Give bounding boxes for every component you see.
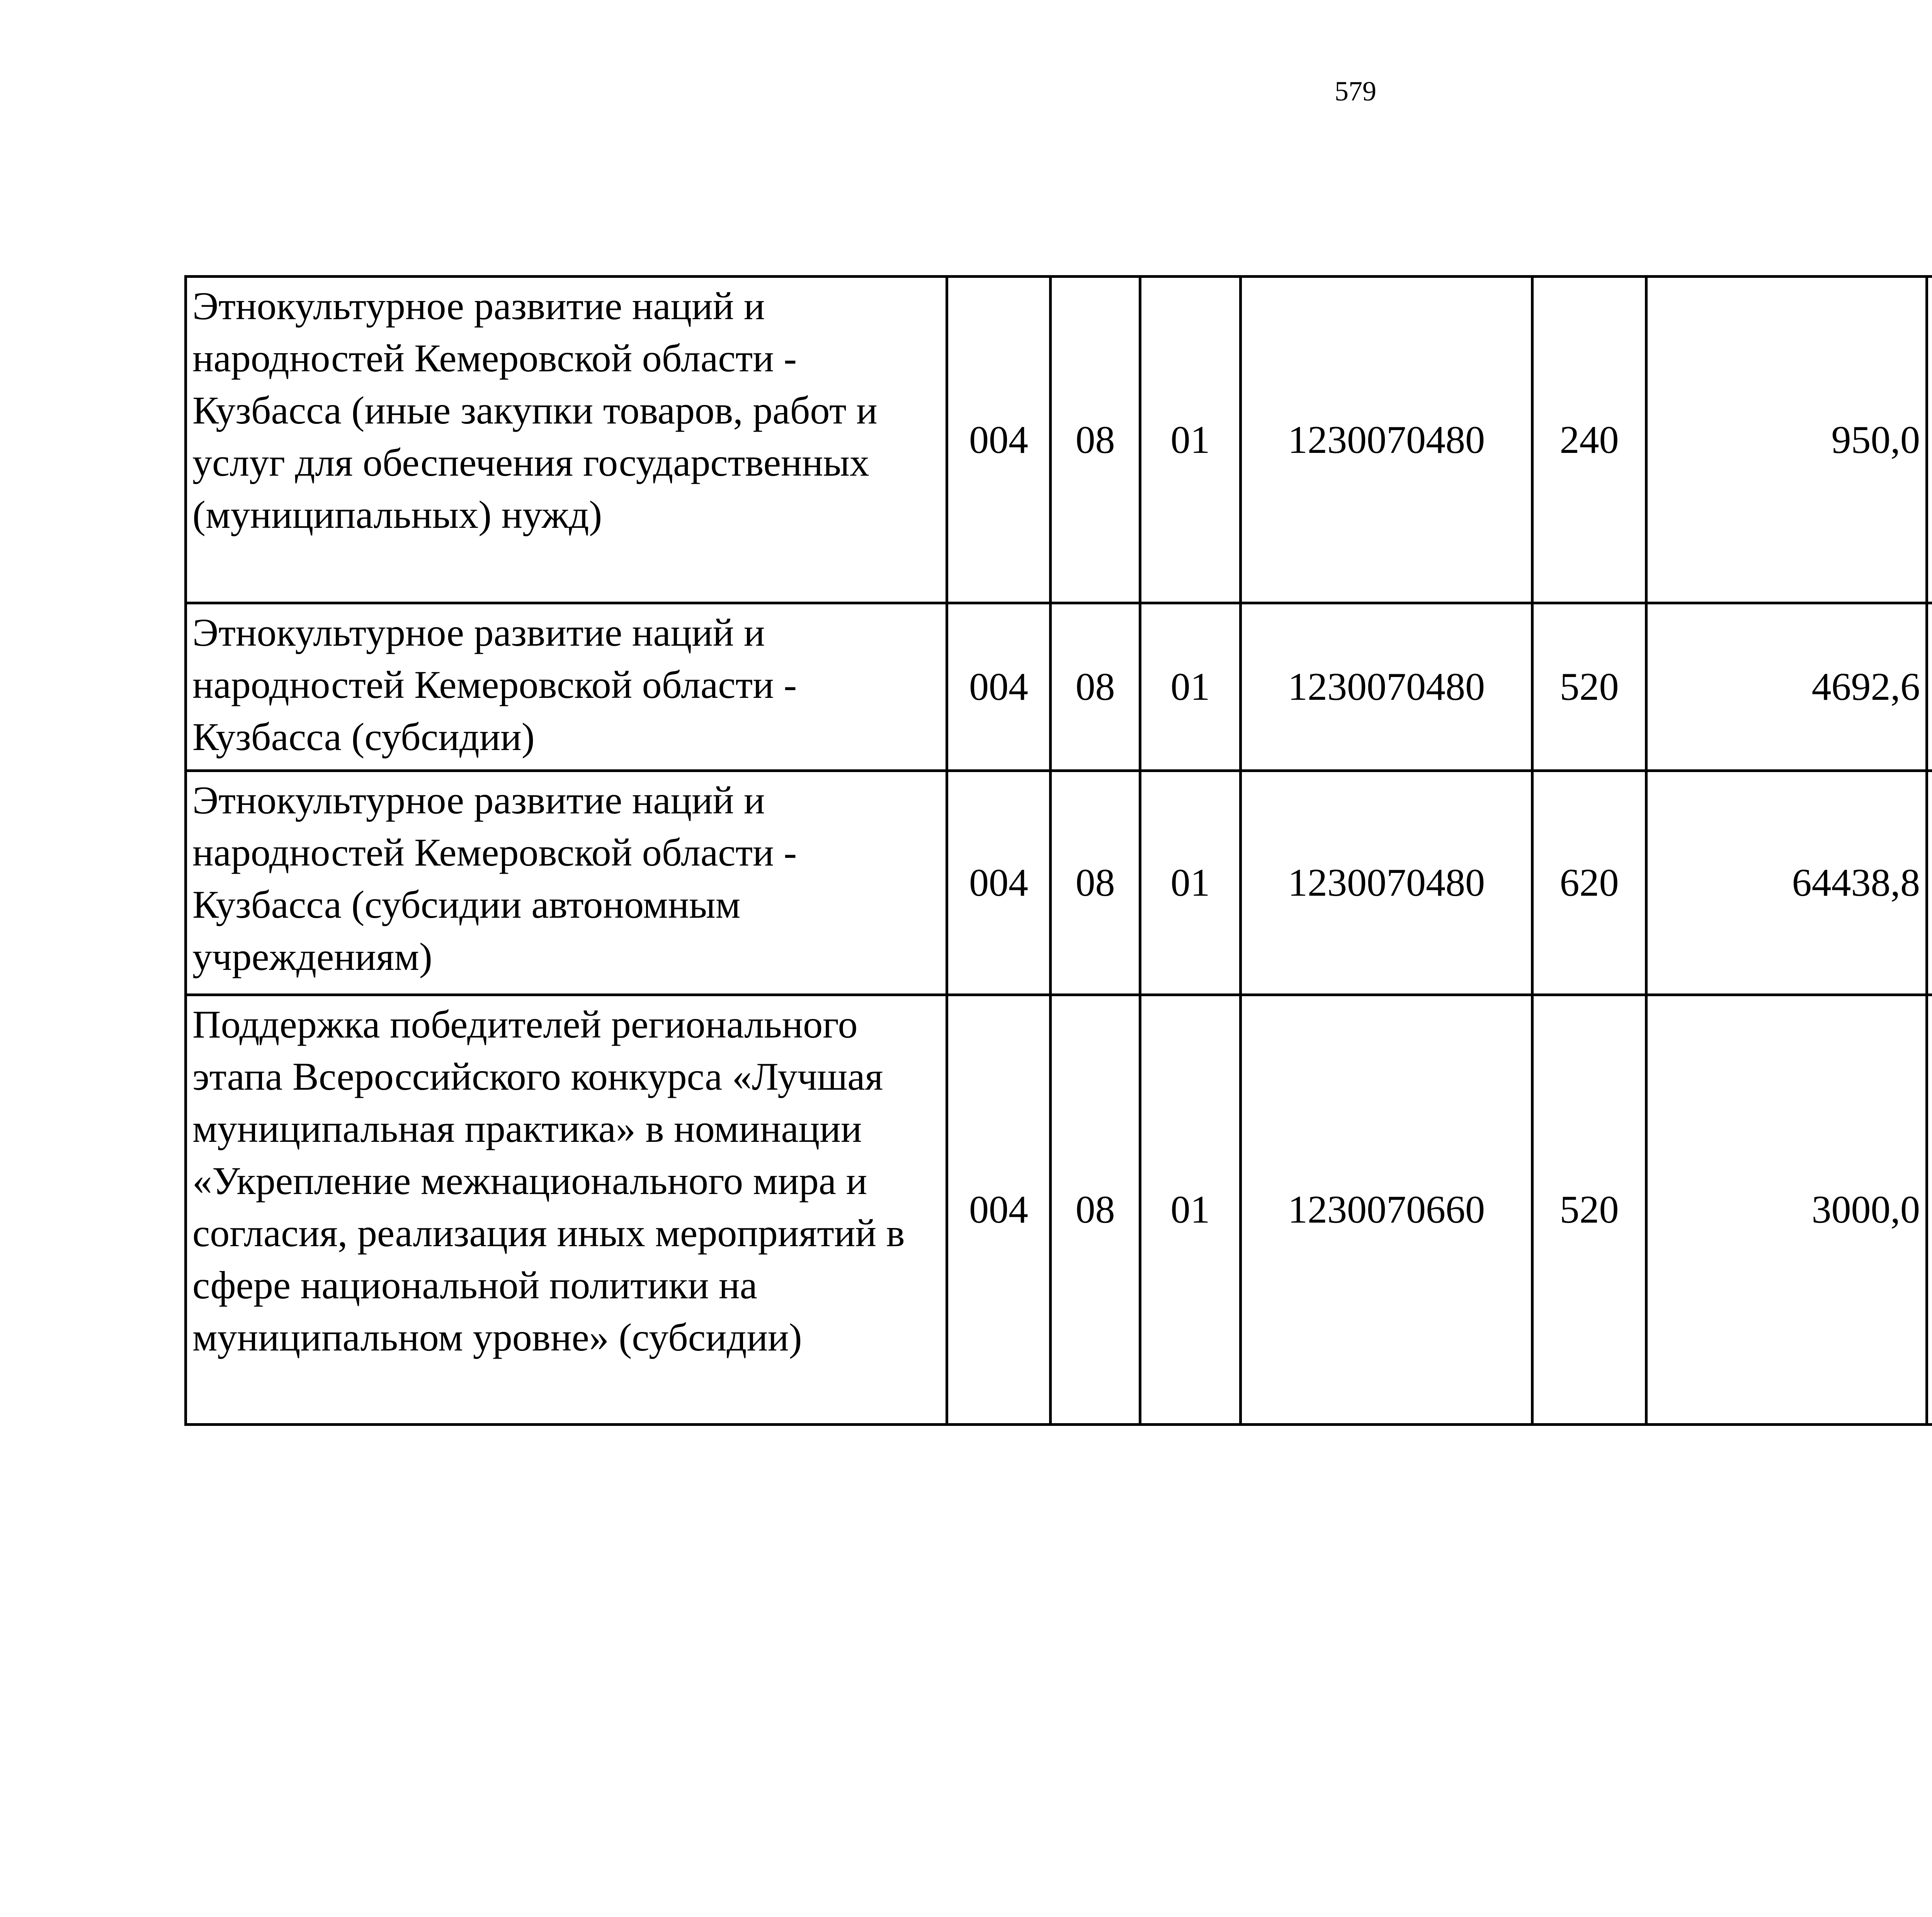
- expense-type-code: 520: [1532, 995, 1646, 1425]
- amount-year-2: [1927, 277, 1932, 603]
- table-row: [186, 277, 1932, 603]
- subsection-code: 01: [1140, 277, 1241, 603]
- subsection-code: 01: [1140, 995, 1241, 1425]
- ministry-code: 004: [947, 771, 1051, 995]
- row-description: Поддержка победителей регионального этапа Всероссийского конкурса «Лучшая муниципальная практика» в номинации «Укрепление межнационального мира и согласия, реализация иных мероприятий в сфере национальной политики на муниципальном уровне» (субсидии): [186, 995, 947, 1425]
- ministry-code: 004: [947, 277, 1051, 603]
- row-description: Этнокультурное развитие наций и народностей Кемеровской области - Кузбасса (субсидии): [186, 603, 947, 771]
- target-article-code: 1230070480: [1241, 277, 1532, 603]
- table-row: [186, 603, 1932, 771]
- section-code: 08: [1051, 603, 1140, 771]
- row-description: Этнокультурное развитие наций и народностей Кемеровской области - Кузбасса (иные закупки товаров, работ и услуг для обеспечения государственных (муниципальных) нужд): [186, 277, 947, 603]
- expense-type-code: 620: [1532, 771, 1646, 995]
- expense-type-code: 520: [1532, 603, 1646, 771]
- amount-year-2: [1927, 995, 1932, 1425]
- section-code: 08: [1051, 995, 1140, 1425]
- section-code: 08: [1051, 277, 1140, 603]
- amount-year-1: 950,0: [1646, 277, 1927, 603]
- amount-year-1: 3000,0: [1646, 995, 1927, 1425]
- amount-year-2: [1927, 771, 1932, 995]
- ministry-code: 004: [947, 603, 1051, 771]
- section-code: 08: [1051, 771, 1140, 995]
- target-article-code: 1230070480: [1241, 603, 1532, 771]
- expense-type-code: 240: [1532, 277, 1646, 603]
- budget-table: [184, 275, 1932, 1426]
- row-description: Этнокультурное развитие наций и народностей Кемеровской области - Кузбасса (субсидии автономным учреждениям): [186, 771, 947, 995]
- subsection-code: 01: [1140, 771, 1241, 995]
- amount-year-2: [1927, 603, 1932, 771]
- table-row: [186, 771, 1932, 995]
- page-number: 579: [1335, 76, 1376, 107]
- target-article-code: 1230070480: [1241, 771, 1532, 995]
- target-article-code: 1230070660: [1241, 995, 1532, 1425]
- amount-year-1: 64438,8: [1646, 771, 1927, 995]
- subsection-code: 01: [1140, 603, 1241, 771]
- ministry-code: 004: [947, 995, 1051, 1425]
- table-row: [186, 995, 1932, 1425]
- amount-year-1: 4692,6: [1646, 603, 1927, 771]
